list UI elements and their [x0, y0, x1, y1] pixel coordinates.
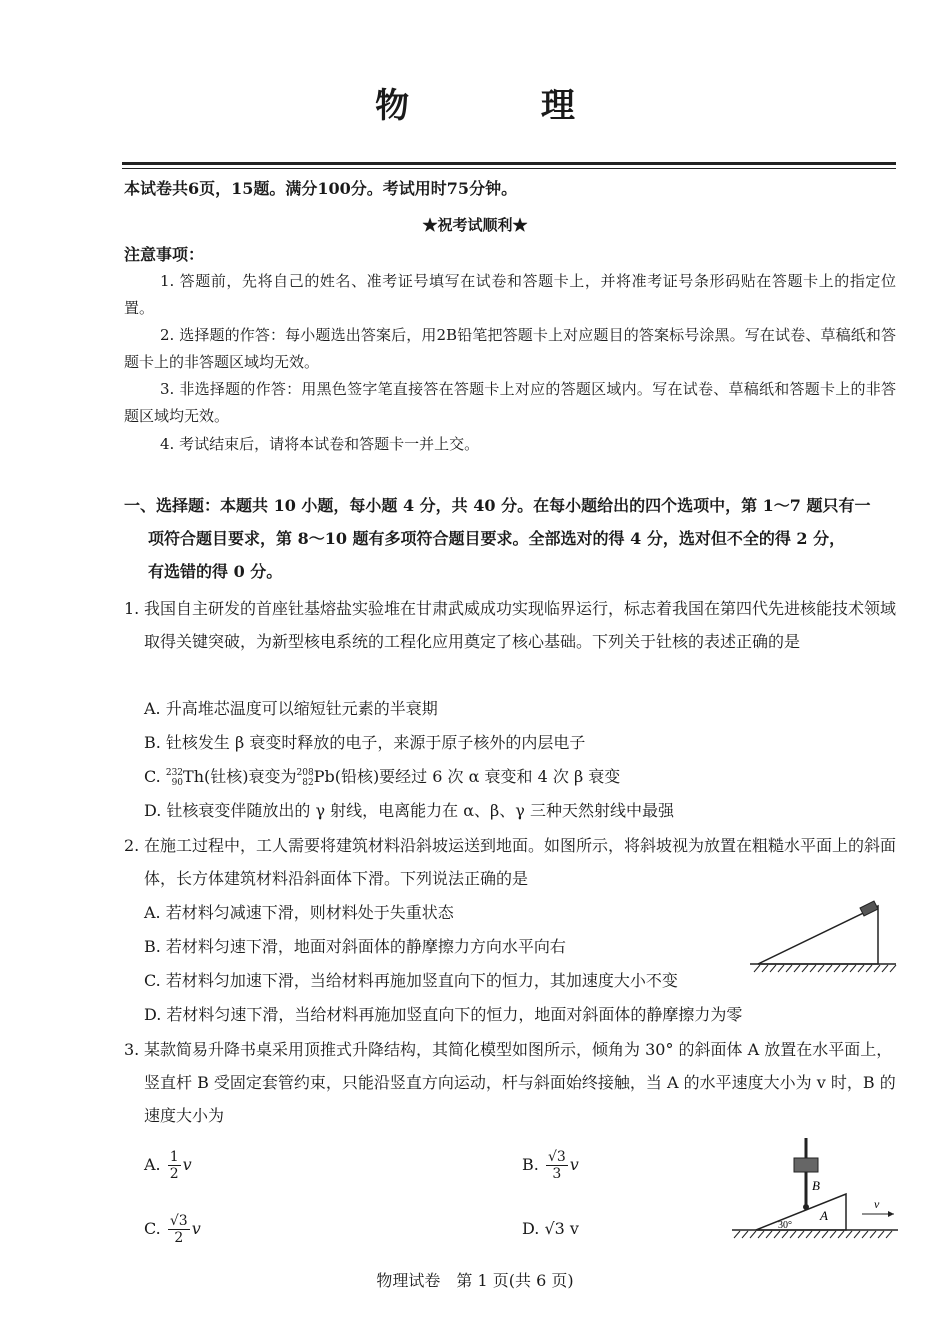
velocity-symbol: v: [191, 1219, 201, 1238]
denominator: 2: [169, 1166, 179, 1182]
velocity-label: v: [874, 1197, 880, 1211]
q2-option-d: D. 若材料匀速下滑，当给材料再施加竖直向下的恒力，地面对斜面体的静摩擦力为零: [144, 1005, 743, 1024]
thorium-mass-number: 232: [165, 767, 184, 778]
q3-option-d: [522, 1212, 579, 1245]
q3-option-b: [522, 1148, 579, 1182]
thorium-nuclide-numbers: [166, 768, 183, 788]
material-block: [860, 901, 878, 916]
incline-figure: [740, 888, 900, 974]
wedge-a: [756, 1194, 846, 1230]
option-label: C.: [144, 1219, 161, 1238]
q2-option-b: B. 若材料匀速下滑，地面对斜面体的静摩擦力方向水平向右: [144, 937, 566, 956]
q2-option-c: C. 若材料匀加速下滑，当给材料再施加竖直向下的恒力，其加速度大小不变: [144, 971, 678, 990]
fraction: [546, 1149, 568, 1182]
q3-option-c: [144, 1212, 201, 1246]
header-rule-thin: [122, 168, 896, 169]
angle-label: 30°: [778, 1220, 792, 1231]
option-text-part-1: Th(钍核)衰变为: [183, 767, 297, 786]
fraction: [168, 1149, 181, 1182]
section-line-2: 项符合题目要求，第 8～10 题有多项符合题目要求。全部选对的得 4 分，选对但不全的得 2 分，: [148, 529, 846, 548]
question-number: 2.: [124, 836, 140, 855]
q3-option-a: [144, 1148, 192, 1182]
section-instructions: [124, 489, 896, 588]
lead-mass-number: 208: [296, 767, 314, 778]
q1-option-d: D. 钍核衰变伴随放出的 γ 射线，电离能力在 α、β、γ 三种天然射线中最强: [144, 801, 674, 820]
lead-nuclide-numbers: [297, 768, 314, 788]
section-line-3: 有选错的得 0 分。: [148, 562, 283, 581]
notice-item-3: 3. 非选择题的作答：用黑色签字笔直接答在答题卡上对应的答题区域内。写在试卷、草稿纸和答题卡上的非答题区域均无效。: [124, 380, 896, 425]
notice-heading: 注意事项：: [124, 245, 205, 264]
velocity-symbol: v: [569, 1155, 579, 1174]
notice-item-1: 1. 答题前，先将自己的姓名、准考证号填写在试卷和答题卡上，并将准考证号条形码贴在答题卡上的指定位置。: [124, 272, 896, 317]
numerator: √3: [169, 1213, 188, 1229]
question-number: 3.: [124, 1040, 140, 1059]
option-label: C.: [144, 767, 166, 786]
question-1: [124, 592, 896, 658]
notice-item-2: 2. 选择题的作答：每小题选出答案后，用2B铅笔把答题卡上对应题目的答案标号涂黑。写在试卷、草稿纸和答题卡上的非答题区域均无效。: [124, 326, 896, 371]
notice-item-4: 4. 考试结束后，请将本试卷和答题卡一并上交。: [160, 435, 480, 453]
denominator: 3: [552, 1166, 562, 1182]
q2-option-a: A. 若材料匀减速下滑，则材料处于失重状态: [144, 903, 454, 922]
section-line-1: 一、选择题：本题共 10 小题，每小题 4 分，共 40 分。在每小题给出的四个选项中，第 1～7 题只有一: [124, 496, 871, 515]
question-2: [124, 829, 896, 895]
lift-desk-figure: [728, 1134, 904, 1244]
option-label: A.: [144, 1155, 161, 1174]
denominator: 2: [174, 1230, 184, 1246]
question-stem: 在施工过程中，工人需要将建筑材料沿斜坡运送到地面。如图所示，将斜坡视为放置在粗糙水平面上的斜面体，长方体建筑材料沿斜面体下滑。下列说法正确的是: [144, 836, 897, 888]
sleeve: [794, 1158, 818, 1172]
page-footer: 物理试卷 第 1 页(共 6 页): [376, 1271, 574, 1290]
fraction: [168, 1213, 190, 1246]
page-title: 物 理: [375, 86, 635, 126]
q1-option-b: B. 钍核发生 β 衰变时释放的电子，来源于原子核外的内层电子: [144, 733, 586, 752]
option-text-part-2: Pb(铅核)要经过 6 次 α 衰变和 4 次 β 衰变: [313, 767, 621, 786]
question-number: 1.: [124, 599, 140, 618]
wish-line: ★祝考试顺利★: [422, 216, 528, 234]
header-rule: [122, 162, 896, 165]
wedge-label: A: [820, 1208, 828, 1223]
q1-option-a: A. 升高堆芯温度可以缩短钍元素的半衰期: [144, 699, 438, 718]
numerator: 1: [169, 1149, 179, 1165]
question-3: [124, 1033, 896, 1132]
option-label: D.: [522, 1219, 540, 1238]
thorium-atomic-number: 90: [171, 777, 184, 788]
option-value: √3 v: [544, 1219, 579, 1238]
question-stem: 我国自主研发的首座钍基熔盐实验堆在甘肃武威成功实现临界运行，标志着我国在第四代先进核能技术领域取得关键突破，为新型核电系统的工程化应用奠定了核心基础。下列关于钍核的表述正确的是: [144, 599, 897, 651]
lead-atomic-number: 82: [302, 777, 314, 788]
exam-info: 本试卷共6页，15题。满分100分。考试用时75分钟。: [124, 179, 518, 198]
option-label: B.: [522, 1155, 539, 1174]
q1-option-c: [144, 760, 620, 793]
rod-label: B: [812, 1178, 820, 1193]
numerator: √3: [547, 1149, 566, 1165]
question-stem: 某款简易升降书桌采用顶推式升降结构，其简化模型如图所示，倾角为 30° 的斜面体 A 放置在水平面上，竖直杆 B 受固定套管约束，只能沿竖直方向运动，杆与斜面始终接触，当 A 的水平速度大小为 v 时，B 的速度大小为: [144, 1040, 896, 1125]
velocity-symbol: v: [182, 1155, 192, 1174]
